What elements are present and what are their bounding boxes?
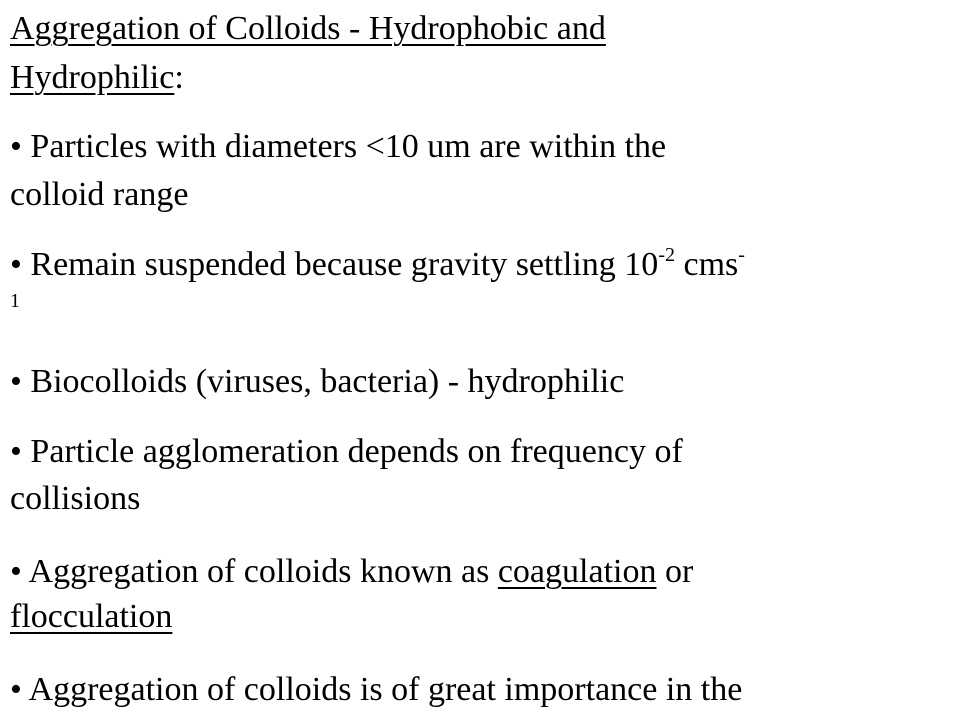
bullet-2-text: Remain suspended because gravity settling 10 (21, 246, 659, 283)
bullet-5-line-1 (10, 552, 693, 592)
bullet-4-text: Particle agglomeration depends on frequency of (21, 433, 683, 470)
heading-text-1: Aggregation of Colloids - Hydrophobic and (10, 10, 606, 47)
term-flocculation: flocculation (10, 598, 173, 635)
bullet-4-line-1 (10, 432, 683, 472)
bullet-2-line-1 (10, 245, 745, 285)
bullet-5-text: Aggregation of colloids known as (21, 553, 498, 590)
bullet-marker: • (10, 433, 22, 470)
bullet-marker: • (10, 128, 22, 165)
bullet-marker: • (10, 671, 22, 708)
bullet-marker: • (10, 553, 22, 590)
heading-line-2 (10, 58, 184, 98)
bullet-4-line-2 (10, 479, 140, 519)
bullet-2-line-2 (10, 289, 20, 313)
heading-text-2: Hydrophilic (10, 59, 175, 96)
bullet-2-unit-exponent: - (738, 244, 745, 266)
bullet-2-wrap: 1 (10, 290, 20, 312)
bullet-1-line-2 (10, 175, 188, 215)
bullet-2-unit: cms (674, 246, 739, 283)
bullet-4-text-cont: collisions (10, 480, 141, 517)
bullet-5-or: or (656, 553, 694, 590)
heading-line-1 (10, 9, 606, 49)
bullet-3-text: Biocolloids (viruses, bacteria) - hydrophilic (21, 363, 625, 400)
bullet-1-line-1 (10, 127, 666, 167)
heading-colon: : (174, 59, 184, 96)
bullet-1-text-cont: colloid range (10, 176, 189, 213)
bullet-marker: • (10, 246, 22, 283)
bullet-2-exponent: -2 (658, 244, 675, 266)
term-coagulation: coagulation (497, 553, 657, 590)
bullet-marker: • (10, 363, 22, 400)
bullet-5-line-2 (10, 597, 172, 637)
bullet-1-text: Particles with diameters <10 um are within the (21, 128, 667, 165)
bullet-3-line-1 (10, 362, 624, 402)
bullet-6-text: Aggregation of colloids is of great importance in the (21, 671, 743, 708)
bullet-6-line-1 (10, 670, 742, 710)
